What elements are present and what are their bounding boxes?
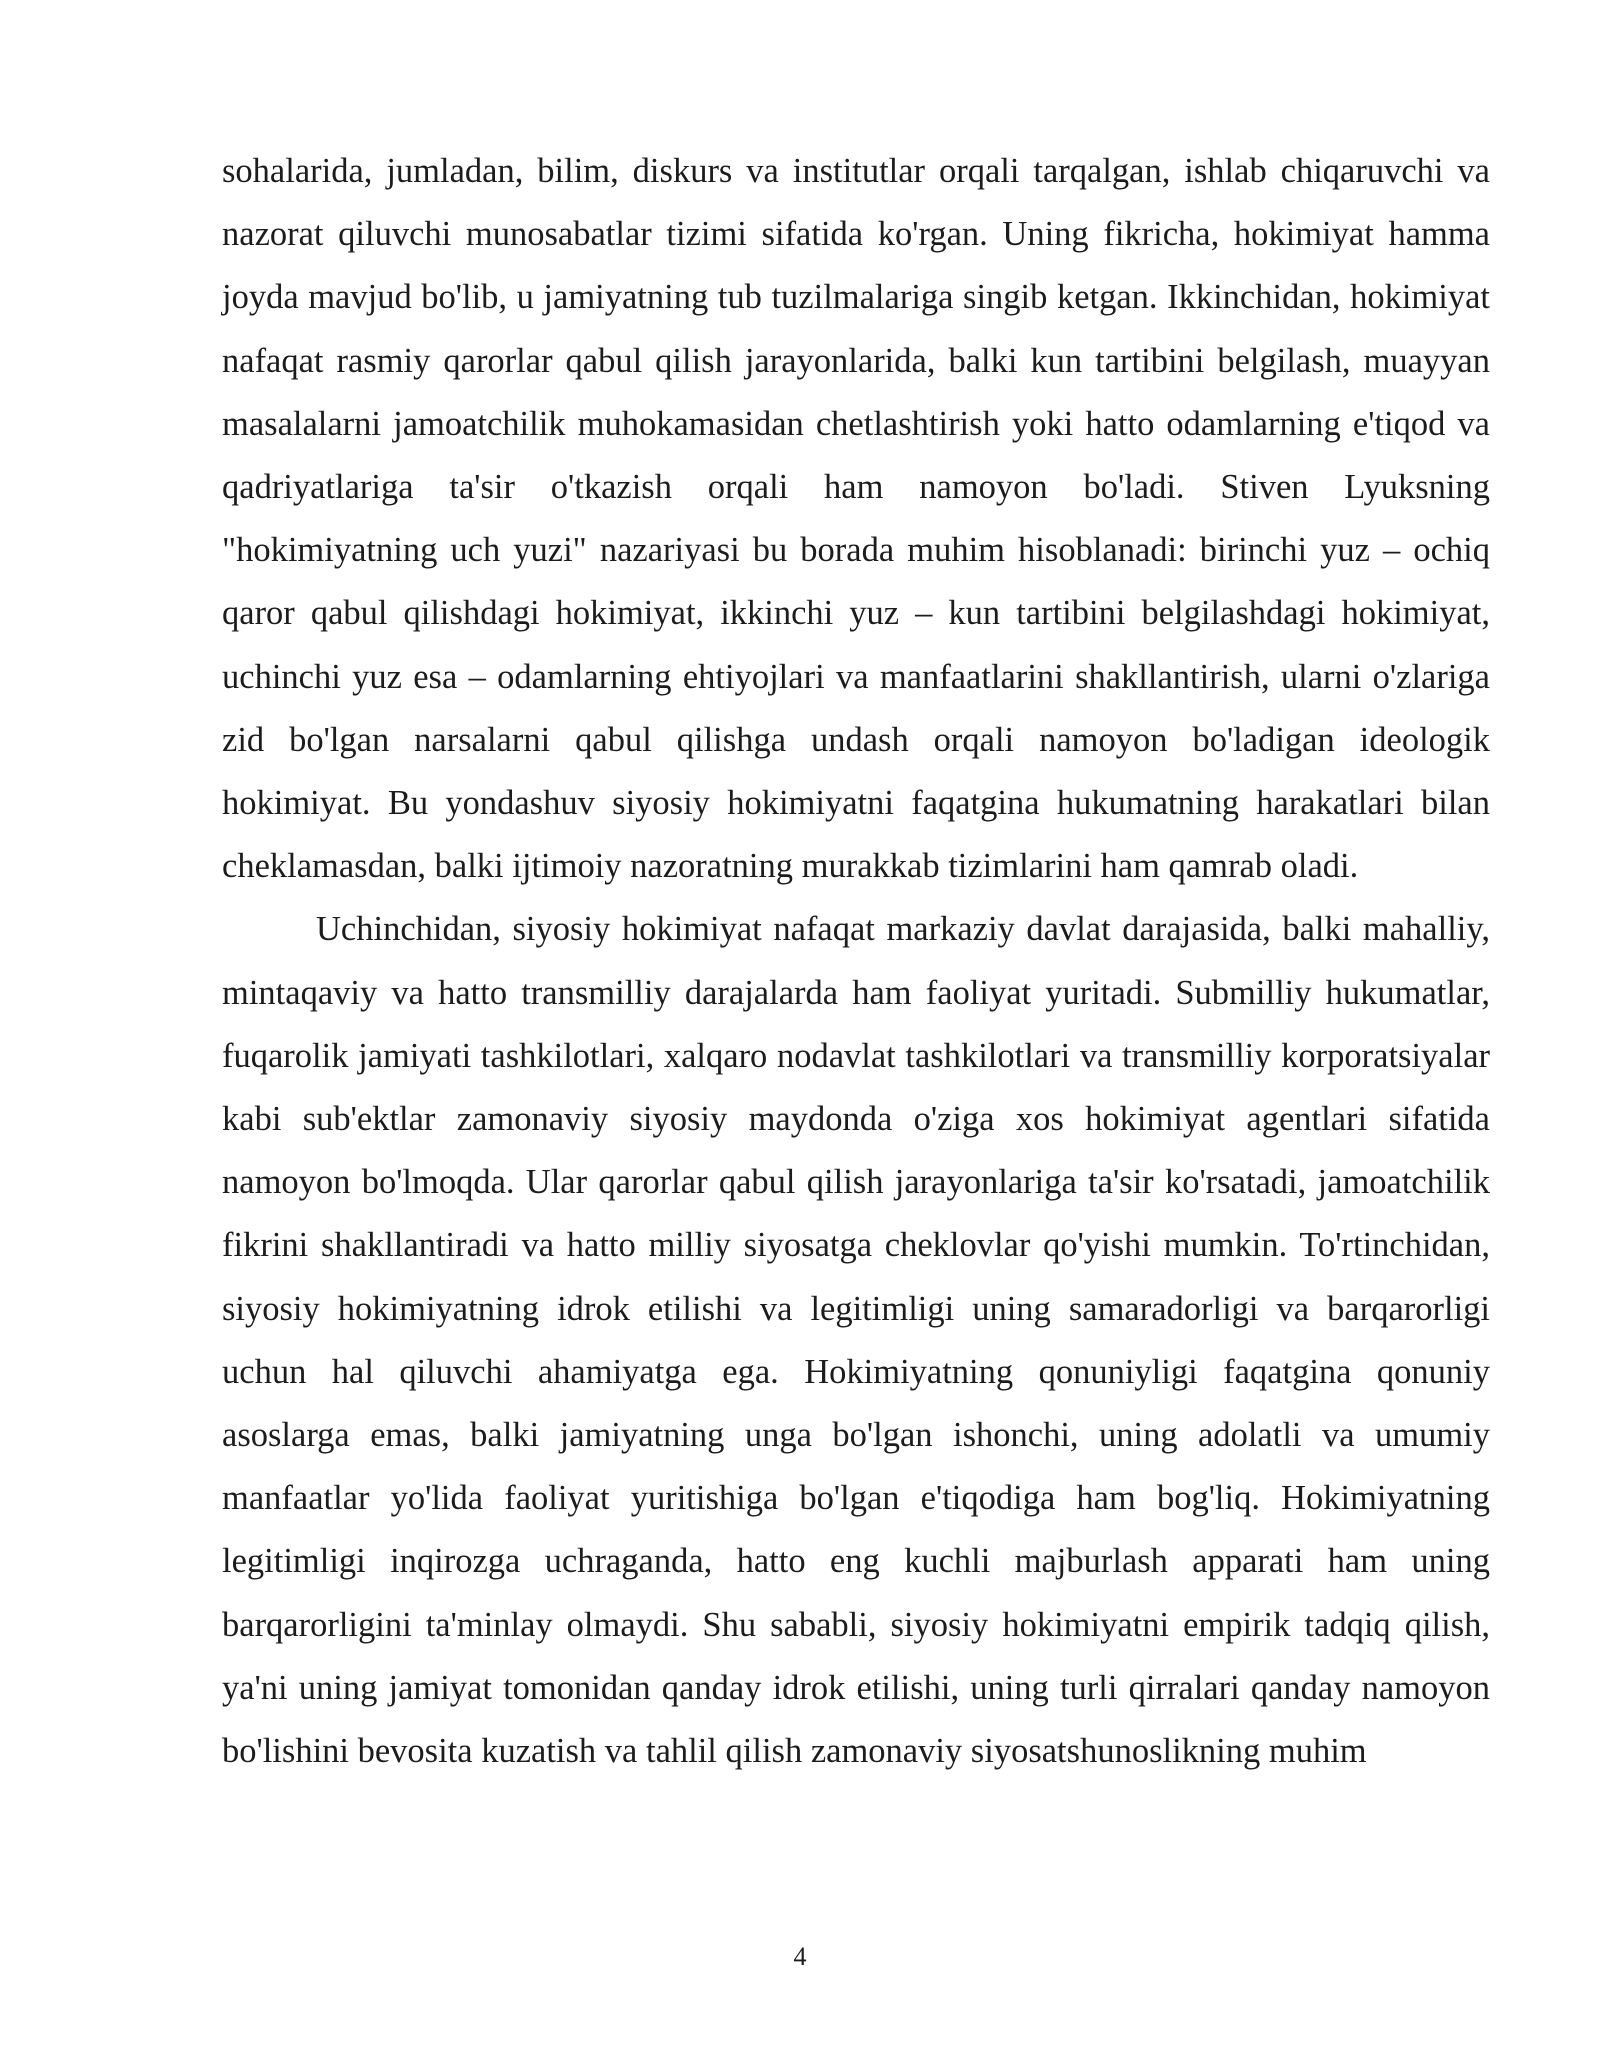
body-text bbox=[222, 140, 1490, 1783]
paragraph-uchinchidan: Uchinchidan, siyosiy hokimiyat nafaqat markaziy davlat darajasida, balki mahalliy, mintaqaviy va hatto transmilliy darajalarda ham faoliyat yuritadi. Submilliy hukumatlar, fuqarolik jamiyati tashkilotlari, xalqaro nodavlat tashkilotlari va transmilliy korporatsiyalar kabi sub'ektlar zamonaviy siyosiy maydonda o'ziga xos hokimiyat agentlari sifatida namoyon bo'lmoqda. Ular qarorlar qabul qilish jarayonlariga ta'sir ko'rsatadi, jamoatchilik fikrini shakllantiradi va hatto milliy siyosatga cheklovlar qo'yishi mumkin. To'rtinchidan, siyosiy hokimiyatning idrok etilishi va legitimligi uning samaradorligi va barqarorligi uchun hal qiluvchi ahamiyatga ega. Hokimiyatning qonuniyligi faqatgina qonuniy asoslarga emas, balki jamiyatning unga bo'lgan ishonchi, uning adolatli va umumiy manfaatlar yo'lida faoliyat yuritishiga bo'lgan e'tiqodiga ham bog'liq. Hokimiyatning legitimligi inqirozga uchraganda, hatto eng kuchli majburlash apparati ham uning barqarorligini ta'minlay olmaydi. Shu sababli, siyosiy hokimiyatni empirik tadqiq qilish, ya'ni uning jamiyat tomonidan qanday idrok etilishi, uning turli qirralari qanday namoyon bo'lishini bevosita kuzatish va tahlil qilish zamonaviy siyosatshunoslikning muhim bbox=[222, 910, 1490, 1771]
page-number: 4 bbox=[793, 1942, 807, 1971]
paragraph-continuation: sohalarida, jumladan, bilim, diskurs va institutlar orqali tarqalgan, ishlab chiqaruvchi va nazorat qiluvchi munosabatlar tizimi sifatida ko'rgan. Uning fikricha, hokimiyat hamma joyda mavjud bo'lib, u jamiyatning tub tuzilmalariga singib ketgan. Ikkinchidan, hokimiyat nafaqat rasmiy qarorlar qabul qilish jarayonlarida, balki kun tartibini belgilash, muayyan masalalarni jamoatchilik muhokamasidan chetlashtirish yoki hatto odamlarning e'tiqod va qadriyatlariga ta'sir o'tkazish orqali ham namoyon bo'ladi. Stiven Lyuksning "hokimiyatning uch yuzi" nazariyasi bu borada muhim hisoblanadi: birinchi yuz – ochiq qaror qabul qilishdagi hokimiyat, ikkinchi yuz – kun tartibini belgilashdagi hokimiyat, uchinchi yuz esa – odamlarning ehtiyojlari va manfaatlarini shakllantirish, ularni o'zlariga zid bo'lgan narsalarni qabul qilishga undash orqali namoyon bo'ladigan ideologik hokimiyat. Bu yondashuv siyosiy hokimiyatni faqatgina hukumatning harakatlari bilan cheklamasdan, balki ijtimoiy nazoratning murakkab tizimlarini ham qamrab oladi. bbox=[222, 152, 1490, 886]
